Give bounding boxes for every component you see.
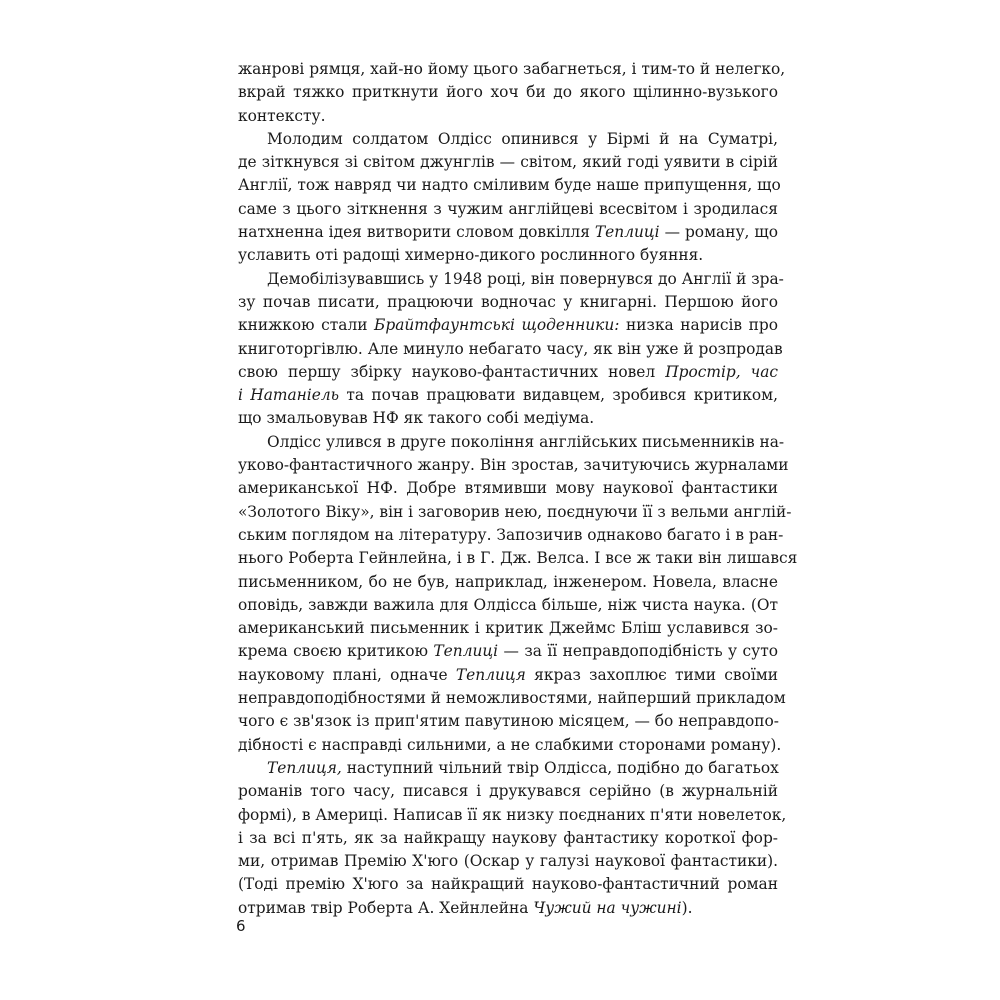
- text-segment: нього Роберта Гейнлейна, і в Г. Дж. Велса. І все ж таки він лишався: [238, 549, 798, 568]
- text-segment: Англії, тож навряд чи надто сміливим буде наше припущення, що: [238, 176, 781, 195]
- text-segment: американської НФ. Добре втямивши мову наукової фантастики: [238, 479, 778, 498]
- text-segment: і за всі п'ять, як за найкращу наукову фантастику короткої фор-: [238, 828, 778, 847]
- italic-title: і Натаніель: [238, 386, 339, 405]
- paragraph: [238, 268, 784, 431]
- text-segment: Молодим солдатом Олдісс опинився у Бірмі й на Суматрі,: [267, 129, 778, 148]
- text-line: [238, 151, 778, 174]
- text-segment: отримав твір Роберта А. Хейнлейна: [238, 898, 534, 917]
- text-segment: саме з цього зіткнення з чужим англійцеві всесвітом і зродилася: [238, 199, 778, 218]
- text-segment: письменником, бо не був, наприклад, інженером. Новела, власне: [238, 572, 778, 591]
- text-line: [238, 268, 784, 291]
- text-line: [238, 128, 778, 151]
- text-segment: романів того часу, писався і друкувався серійно (в журнальній: [238, 782, 778, 801]
- italic-title: Брайтфаунтські щоденники:: [374, 316, 620, 335]
- paragraph: [238, 128, 781, 268]
- text-line: [238, 757, 778, 780]
- text-line: [238, 338, 783, 361]
- text-segment: «Золотого Віку», він і заговорив нею, поєднуючи її з вельми англій-: [238, 502, 792, 521]
- text-segment: ським поглядом на літературу. Запозичив однаково багато і в ран-: [238, 525, 784, 544]
- text-line: [238, 244, 778, 267]
- text-segment: наступний чільний твір Олдісса, подібно до багатьох: [341, 758, 779, 777]
- paragraph: [238, 431, 798, 757]
- text-segment: — за її неправдоподібність у суто: [498, 642, 778, 661]
- text-segment: та почав працювати видавцем, зробився критиком,: [339, 386, 778, 405]
- text-line: [238, 431, 785, 454]
- text-segment: ми, отримав Премію Х'юго (Оскар у галузі наукової фантастики).: [238, 852, 778, 871]
- text-line: [238, 780, 778, 803]
- text-line: [238, 477, 778, 500]
- text-segment: що змальовував НФ як такого собі медіума.: [238, 409, 595, 428]
- text-segment: формі), в Америці. Написав її як низку поєднаних п'яти новелеток,: [238, 805, 787, 824]
- text-segment: — роману, що: [659, 223, 778, 242]
- text-line: [238, 547, 798, 570]
- text-segment: науковому плані, одначе: [238, 665, 456, 684]
- text-line: [238, 58, 786, 81]
- text-line: [238, 571, 778, 594]
- text-segment: низка нарисів про: [619, 316, 778, 335]
- text-segment: уково-фантастичного жанру. Він зростав, зачитуючись журналами: [238, 456, 789, 475]
- text-line: [238, 664, 778, 687]
- text-line: [238, 384, 778, 407]
- text-line: [238, 81, 778, 104]
- text-line: [238, 407, 778, 430]
- text-line: [238, 454, 789, 477]
- text-segment: американський письменник і критик Джеймс Бліш уславився зо-: [238, 619, 778, 638]
- text-segment: зу почав писати, працюючи водночас у книгарні. Першою його: [238, 292, 778, 311]
- italic-title: Теплиця,: [267, 758, 342, 777]
- italic-title: Чужий на чужині: [533, 898, 682, 917]
- text-line: [238, 291, 778, 314]
- text-segment: натхненна ідея витворити словом довкілля: [238, 223, 595, 242]
- text-segment: вкрай тяжко приткнути його хоч би до якого щілинно-вузького: [238, 83, 778, 102]
- text-segment: уславить оті радощі химерно-дикого рослинного буяння.: [238, 246, 704, 265]
- text-segment: чого є зв'язок із прип'ятим павутиною місяцем, — бо неправдопо-: [238, 712, 779, 731]
- text-line: [238, 804, 787, 827]
- text-segment: контексту.: [238, 106, 326, 125]
- text-line: [238, 361, 778, 384]
- text-line: [238, 710, 778, 733]
- text-line: [238, 501, 792, 524]
- italic-title: Теплиці: [594, 223, 660, 242]
- text-segment: книготоргівлю. Але минуло небагато часу, як він уже й розпродав: [238, 339, 783, 358]
- paragraph: [238, 58, 786, 128]
- italic-title: Теплиця: [455, 665, 526, 684]
- text-line: [238, 594, 778, 617]
- text-line: [238, 314, 778, 337]
- text-segment: книжкою стали: [238, 316, 375, 335]
- text-line: [238, 174, 781, 197]
- text-segment: неправдоподібностями й неможливостями, найперший прикладом: [238, 689, 786, 708]
- text-segment: дібності є насправді сильними, а не слабкими сторонами роману).: [238, 735, 782, 754]
- text-line: [238, 850, 778, 873]
- page-number: 6: [236, 917, 246, 935]
- text-line: [238, 734, 782, 757]
- text-line: [238, 105, 778, 128]
- text-line: [238, 524, 784, 547]
- text-line: [238, 687, 786, 710]
- text-segment: жанрові рямця, хай-но йому цього забагнеться, і тим-то й нелегко,: [238, 60, 786, 78]
- text-line: [238, 221, 778, 244]
- text-segment: крема своєю критикою: [238, 642, 434, 661]
- paragraph: [238, 757, 787, 920]
- italic-title: Простір, час: [665, 362, 778, 381]
- text-segment: якраз захоплює тими своїми: [525, 665, 778, 684]
- text-line: [238, 897, 778, 920]
- text-line: [238, 640, 778, 663]
- text-segment: ).: [681, 898, 693, 917]
- text-segment: Демобілізувавшись у 1948 році, він повернувся до Англії й зра-: [267, 269, 784, 288]
- text-segment: Олдісс улився в друге покоління англійських письменників на-: [267, 432, 785, 451]
- text-line: [238, 198, 778, 221]
- italic-title: Теплиці: [433, 642, 499, 661]
- text-line: [238, 873, 778, 896]
- text-segment: оповідь, завжди важила для Олдісса більше, ніж чиста наука. (От: [238, 595, 778, 614]
- page-body: [238, 58, 798, 920]
- text-segment: де зіткнувся зі світом джунглів — світом, який годі уявити в сірій: [238, 153, 778, 172]
- text-line: [238, 827, 778, 850]
- text-segment: (Тоді премію Х'юго за найкращий науково-фантастичний роман: [238, 875, 778, 894]
- text-line: [238, 617, 778, 640]
- text-segment: свою першу збірку науково-фантастичних новел: [238, 362, 666, 381]
